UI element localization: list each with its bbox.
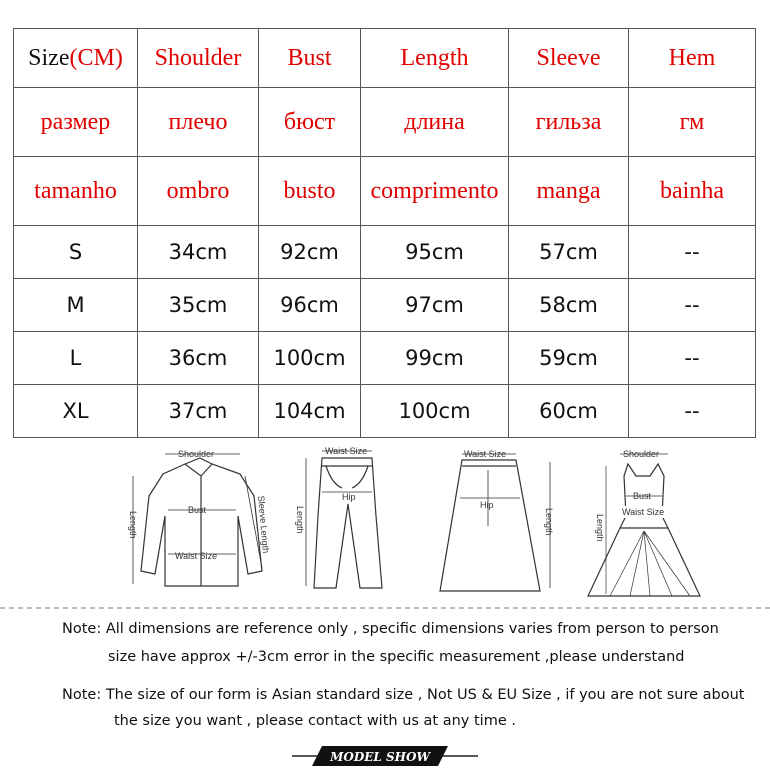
dress-bust-label: Bust bbox=[633, 491, 652, 501]
header-bust: Bust bbox=[259, 29, 361, 88]
model-show-banner bbox=[0, 738, 770, 770]
ru-bust: бюст bbox=[259, 88, 361, 157]
cell-size: L bbox=[14, 332, 138, 385]
size-chart-table bbox=[13, 28, 756, 438]
banner-label: MODEL SHOW bbox=[330, 750, 430, 764]
pt-size: tamanho bbox=[14, 157, 138, 226]
ru-size: размер bbox=[14, 88, 138, 157]
measurement-diagrams bbox=[0, 436, 770, 616]
shirt-bust-label: Bust bbox=[188, 505, 207, 515]
shirt-sleeve-label: Sleeve Length bbox=[256, 495, 271, 554]
ru-hem: гм bbox=[629, 88, 756, 157]
dress-waist-label: Waist Size bbox=[622, 507, 665, 517]
header-sleeve: Sleeve bbox=[509, 29, 629, 88]
header-row bbox=[14, 29, 756, 88]
header-length: Length bbox=[361, 29, 509, 88]
table-row bbox=[14, 385, 756, 438]
cell-bust: 100cm bbox=[259, 332, 361, 385]
ru-shoulder: плечо bbox=[138, 88, 259, 157]
cell-shoulder: 37cm bbox=[138, 385, 259, 438]
table-row bbox=[14, 279, 756, 332]
cell-size: XL bbox=[14, 385, 138, 438]
cell-length: 99cm bbox=[361, 332, 509, 385]
skirt-waist-label: Waist Size bbox=[464, 449, 507, 459]
ru-length: длина bbox=[361, 88, 509, 157]
cell-length: 95cm bbox=[361, 226, 509, 279]
pt-hem: bainha bbox=[629, 157, 756, 226]
cell-bust: 104cm bbox=[259, 385, 361, 438]
cell-length: 100cm bbox=[361, 385, 509, 438]
cell-shoulder: 36cm bbox=[138, 332, 259, 385]
header-shoulder: Shoulder bbox=[138, 29, 259, 88]
dress-shoulder-label: Shoulder bbox=[623, 449, 660, 459]
shirt-diagram bbox=[128, 449, 271, 586]
pt-bust: busto bbox=[259, 157, 361, 226]
table-row bbox=[14, 226, 756, 279]
cell-length: 97cm bbox=[361, 279, 509, 332]
cell-bust: 92cm bbox=[259, 226, 361, 279]
note-1-line-2: size have approx +/-3cm error in the specific measurement ,please understand bbox=[108, 649, 685, 665]
dress-diagram bbox=[588, 449, 700, 596]
cell-sleeve: 58cm bbox=[509, 279, 629, 332]
pt-sleeve: manga bbox=[509, 157, 629, 226]
cell-shoulder: 35cm bbox=[138, 279, 259, 332]
cell-size: M bbox=[14, 279, 138, 332]
cell-sleeve: 59cm bbox=[509, 332, 629, 385]
pants-length-label: Length bbox=[295, 506, 305, 534]
skirt-length-label: Length bbox=[544, 508, 554, 536]
shirt-shoulder-label: Shoulder bbox=[178, 449, 215, 459]
cell-sleeve: 60cm bbox=[509, 385, 629, 438]
skirt-diagram bbox=[440, 449, 554, 591]
pt-shoulder: ombro bbox=[138, 157, 259, 226]
shirt-length-label: Length bbox=[128, 511, 138, 539]
cell-sleeve: 57cm bbox=[509, 226, 629, 279]
note-2-line-1: Note: The size of our form is Asian standard size , Not US & EU Size , if you are not sure about bbox=[62, 687, 745, 703]
header-size: Size(CM) bbox=[14, 29, 138, 88]
ru-sleeve: гильза bbox=[509, 88, 629, 157]
shirt-waist-label: Waist Size bbox=[175, 551, 218, 561]
cell-hem: -- bbox=[629, 279, 756, 332]
pt-length: comprimento bbox=[361, 157, 509, 226]
pants-waist-label: Waist Size bbox=[325, 446, 368, 456]
russian-row bbox=[14, 88, 756, 157]
pants-diagram bbox=[295, 446, 382, 588]
cell-hem: -- bbox=[629, 226, 756, 279]
table-row bbox=[14, 332, 756, 385]
portuguese-row bbox=[14, 157, 756, 226]
cell-hem: -- bbox=[629, 385, 756, 438]
note-2-line-2: the size you want , please contact with us at any time . bbox=[114, 713, 516, 729]
note-1-line-1: Note: All dimensions are reference only , specific dimensions varies from person to person bbox=[62, 621, 719, 637]
cell-shoulder: 34cm bbox=[138, 226, 259, 279]
cell-hem: -- bbox=[629, 332, 756, 385]
skirt-hip-label: Hip bbox=[480, 500, 494, 510]
cell-size: S bbox=[14, 226, 138, 279]
header-hem: Hem bbox=[629, 29, 756, 88]
cell-bust: 96cm bbox=[259, 279, 361, 332]
pants-hip-label: Hip bbox=[342, 492, 356, 502]
dress-length-label: Length bbox=[595, 514, 605, 542]
